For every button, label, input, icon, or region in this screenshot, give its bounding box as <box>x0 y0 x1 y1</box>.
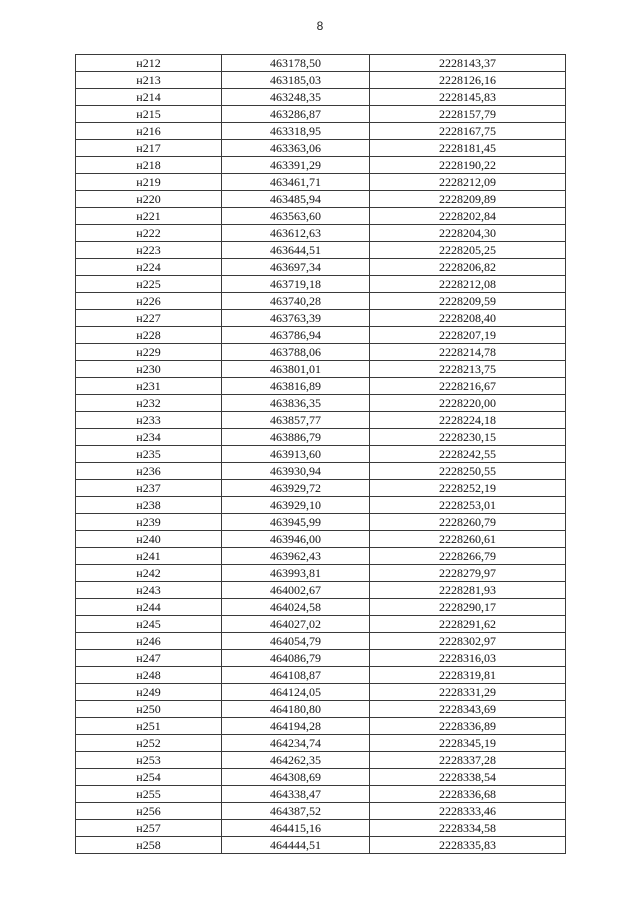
y-coordinate-cell: 2228207,19 <box>370 327 566 344</box>
point-id-cell: н212 <box>76 55 222 72</box>
table-row <box>76 106 566 123</box>
table-row <box>76 395 566 412</box>
y-coordinate-cell: 2228220,00 <box>370 395 566 412</box>
x-coordinate-cell: 463740,28 <box>222 293 370 310</box>
x-coordinate-cell: 464194,28 <box>222 718 370 735</box>
point-id-cell: н232 <box>76 395 222 412</box>
table-row <box>76 225 566 242</box>
table-row <box>76 446 566 463</box>
y-coordinate-cell: 2228279,97 <box>370 565 566 582</box>
table-row <box>76 837 566 854</box>
x-coordinate-cell: 463945,99 <box>222 514 370 531</box>
y-coordinate-cell: 2228213,75 <box>370 361 566 378</box>
point-id-cell: н257 <box>76 820 222 837</box>
point-id-cell: н218 <box>76 157 222 174</box>
x-coordinate-cell: 464387,52 <box>222 803 370 820</box>
point-id-cell: н235 <box>76 446 222 463</box>
x-coordinate-cell: 463318,95 <box>222 123 370 140</box>
x-coordinate-cell: 464415,16 <box>222 820 370 837</box>
table-row <box>76 565 566 582</box>
x-coordinate-cell: 464002,67 <box>222 582 370 599</box>
x-coordinate-cell: 464338,47 <box>222 786 370 803</box>
point-id-cell: н228 <box>76 327 222 344</box>
x-coordinate-cell: 464262,35 <box>222 752 370 769</box>
table-row <box>76 599 566 616</box>
table-row <box>76 361 566 378</box>
table-row <box>76 803 566 820</box>
point-id-cell: н249 <box>76 684 222 701</box>
page-number: 8 <box>316 19 324 33</box>
table-row <box>76 208 566 225</box>
point-id-cell: н222 <box>76 225 222 242</box>
y-coordinate-cell: 2228336,89 <box>370 718 566 735</box>
table-row <box>76 378 566 395</box>
y-coordinate-cell: 2228253,01 <box>370 497 566 514</box>
point-id-cell: н247 <box>76 650 222 667</box>
x-coordinate-cell: 463816,89 <box>222 378 370 395</box>
point-id-cell: н229 <box>76 344 222 361</box>
y-coordinate-cell: 2228337,28 <box>370 752 566 769</box>
y-coordinate-cell: 2228214,78 <box>370 344 566 361</box>
point-id-cell: н239 <box>76 514 222 531</box>
y-coordinate-cell: 2228224,18 <box>370 412 566 429</box>
y-coordinate-cell: 2228345,19 <box>370 735 566 752</box>
table-row <box>76 820 566 837</box>
point-id-cell: н250 <box>76 701 222 718</box>
table-row <box>76 344 566 361</box>
table-row <box>76 786 566 803</box>
coordinates-table-body <box>76 55 566 854</box>
point-id-cell: н253 <box>76 752 222 769</box>
table-row <box>76 684 566 701</box>
y-coordinate-cell: 2228212,08 <box>370 276 566 293</box>
point-id-cell: н225 <box>76 276 222 293</box>
point-id-cell: н214 <box>76 89 222 106</box>
table-row <box>76 140 566 157</box>
x-coordinate-cell: 463993,81 <box>222 565 370 582</box>
point-id-cell: н230 <box>76 361 222 378</box>
y-coordinate-cell: 2228338,54 <box>370 769 566 786</box>
x-coordinate-cell: 464124,05 <box>222 684 370 701</box>
x-coordinate-cell: 464108,87 <box>222 667 370 684</box>
y-coordinate-cell: 2228252,19 <box>370 480 566 497</box>
point-id-cell: н220 <box>76 191 222 208</box>
x-coordinate-cell: 463563,60 <box>222 208 370 225</box>
table-row <box>76 633 566 650</box>
point-id-cell: н240 <box>76 531 222 548</box>
x-coordinate-cell: 464308,69 <box>222 769 370 786</box>
table-row <box>76 276 566 293</box>
y-coordinate-cell: 2228333,46 <box>370 803 566 820</box>
y-coordinate-cell: 2228242,55 <box>370 446 566 463</box>
table-row <box>76 89 566 106</box>
point-id-cell: н221 <box>76 208 222 225</box>
x-coordinate-cell: 463801,01 <box>222 361 370 378</box>
point-id-cell: н224 <box>76 259 222 276</box>
y-coordinate-cell: 2228209,59 <box>370 293 566 310</box>
table-row <box>76 157 566 174</box>
x-coordinate-cell: 464086,79 <box>222 650 370 667</box>
table-row <box>76 242 566 259</box>
table-row <box>76 429 566 446</box>
x-coordinate-cell: 463763,39 <box>222 310 370 327</box>
y-coordinate-cell: 2228202,84 <box>370 208 566 225</box>
point-id-cell: н227 <box>76 310 222 327</box>
x-coordinate-cell: 463719,18 <box>222 276 370 293</box>
y-coordinate-cell: 2228331,29 <box>370 684 566 701</box>
table-row <box>76 735 566 752</box>
table-row <box>76 55 566 72</box>
x-coordinate-cell: 463962,43 <box>222 548 370 565</box>
point-id-cell: н231 <box>76 378 222 395</box>
x-coordinate-cell: 463461,71 <box>222 174 370 191</box>
table-row <box>76 72 566 89</box>
table-row <box>76 752 566 769</box>
y-coordinate-cell: 2228334,58 <box>370 820 566 837</box>
x-coordinate-cell: 463930,94 <box>222 463 370 480</box>
y-coordinate-cell: 2228335,83 <box>370 837 566 854</box>
point-id-cell: н258 <box>76 837 222 854</box>
table-row <box>76 667 566 684</box>
table-row <box>76 718 566 735</box>
point-id-cell: н252 <box>76 735 222 752</box>
x-coordinate-cell: 463913,60 <box>222 446 370 463</box>
x-coordinate-cell: 463286,87 <box>222 106 370 123</box>
y-coordinate-cell: 2228209,89 <box>370 191 566 208</box>
x-coordinate-cell: 463248,35 <box>222 89 370 106</box>
y-coordinate-cell: 2228302,97 <box>370 633 566 650</box>
y-coordinate-cell: 2228157,79 <box>370 106 566 123</box>
x-coordinate-cell: 463929,72 <box>222 480 370 497</box>
x-coordinate-cell: 464054,79 <box>222 633 370 650</box>
point-id-cell: н251 <box>76 718 222 735</box>
point-id-cell: н219 <box>76 174 222 191</box>
y-coordinate-cell: 2228205,25 <box>370 242 566 259</box>
y-coordinate-cell: 2228145,83 <box>370 89 566 106</box>
x-coordinate-cell: 464027,02 <box>222 616 370 633</box>
x-coordinate-cell: 464234,74 <box>222 735 370 752</box>
y-coordinate-cell: 2228291,62 <box>370 616 566 633</box>
point-id-cell: н254 <box>76 769 222 786</box>
y-coordinate-cell: 2228266,79 <box>370 548 566 565</box>
point-id-cell: н242 <box>76 565 222 582</box>
y-coordinate-cell: 2228216,67 <box>370 378 566 395</box>
point-id-cell: н248 <box>76 667 222 684</box>
y-coordinate-cell: 2228319,81 <box>370 667 566 684</box>
x-coordinate-cell: 463178,50 <box>222 55 370 72</box>
x-coordinate-cell: 463857,77 <box>222 412 370 429</box>
point-id-cell: н223 <box>76 242 222 259</box>
point-id-cell: н256 <box>76 803 222 820</box>
point-id-cell: н233 <box>76 412 222 429</box>
y-coordinate-cell: 2228260,61 <box>370 531 566 548</box>
table-row <box>76 531 566 548</box>
y-coordinate-cell: 2228208,40 <box>370 310 566 327</box>
y-coordinate-cell: 2228250,55 <box>370 463 566 480</box>
y-coordinate-cell: 2228336,68 <box>370 786 566 803</box>
y-coordinate-cell: 2228167,75 <box>370 123 566 140</box>
table-row <box>76 123 566 140</box>
table-row <box>76 327 566 344</box>
y-coordinate-cell: 2228230,15 <box>370 429 566 446</box>
table-row <box>76 191 566 208</box>
y-coordinate-cell: 2228190,22 <box>370 157 566 174</box>
y-coordinate-cell: 2228181,45 <box>370 140 566 157</box>
point-id-cell: н238 <box>76 497 222 514</box>
point-id-cell: н244 <box>76 599 222 616</box>
y-coordinate-cell: 2228212,09 <box>370 174 566 191</box>
table-row <box>76 480 566 497</box>
x-coordinate-cell: 464180,80 <box>222 701 370 718</box>
y-coordinate-cell: 2228316,03 <box>370 650 566 667</box>
x-coordinate-cell: 463836,35 <box>222 395 370 412</box>
table-row <box>76 463 566 480</box>
x-coordinate-cell: 463363,06 <box>222 140 370 157</box>
point-id-cell: н216 <box>76 123 222 140</box>
x-coordinate-cell: 464444,51 <box>222 837 370 854</box>
table-row <box>76 174 566 191</box>
y-coordinate-cell: 2228143,37 <box>370 55 566 72</box>
x-coordinate-cell: 463886,79 <box>222 429 370 446</box>
x-coordinate-cell: 463612,63 <box>222 225 370 242</box>
point-id-cell: н237 <box>76 480 222 497</box>
y-coordinate-cell: 2228260,79 <box>370 514 566 531</box>
table-row <box>76 548 566 565</box>
x-coordinate-cell: 463788,06 <box>222 344 370 361</box>
x-coordinate-cell: 463391,29 <box>222 157 370 174</box>
y-coordinate-cell: 2228281,93 <box>370 582 566 599</box>
y-coordinate-cell: 2228204,30 <box>370 225 566 242</box>
table-row <box>76 497 566 514</box>
point-id-cell: н236 <box>76 463 222 480</box>
point-id-cell: н245 <box>76 616 222 633</box>
point-id-cell: н226 <box>76 293 222 310</box>
table-row <box>76 650 566 667</box>
point-id-cell: н243 <box>76 582 222 599</box>
point-id-cell: н246 <box>76 633 222 650</box>
point-id-cell: н215 <box>76 106 222 123</box>
x-coordinate-cell: 463485,94 <box>222 191 370 208</box>
x-coordinate-cell: 463185,03 <box>222 72 370 89</box>
x-coordinate-cell: 464024,58 <box>222 599 370 616</box>
x-coordinate-cell: 463946,00 <box>222 531 370 548</box>
table-row <box>76 514 566 531</box>
table-row <box>76 259 566 276</box>
table-row <box>76 701 566 718</box>
x-coordinate-cell: 463929,10 <box>222 497 370 514</box>
y-coordinate-cell: 2228343,69 <box>370 701 566 718</box>
point-id-cell: н217 <box>76 140 222 157</box>
x-coordinate-cell: 463786,94 <box>222 327 370 344</box>
table-row <box>76 769 566 786</box>
y-coordinate-cell: 2228126,16 <box>370 72 566 89</box>
table-row <box>76 293 566 310</box>
table-row <box>76 582 566 599</box>
coordinates-table <box>75 54 566 854</box>
y-coordinate-cell: 2228290,17 <box>370 599 566 616</box>
point-id-cell: н255 <box>76 786 222 803</box>
point-id-cell: н213 <box>76 72 222 89</box>
table-row <box>76 616 566 633</box>
point-id-cell: н241 <box>76 548 222 565</box>
table-row <box>76 310 566 327</box>
table-row <box>76 412 566 429</box>
x-coordinate-cell: 463644,51 <box>222 242 370 259</box>
y-coordinate-cell: 2228206,82 <box>370 259 566 276</box>
x-coordinate-cell: 463697,34 <box>222 259 370 276</box>
point-id-cell: н234 <box>76 429 222 446</box>
